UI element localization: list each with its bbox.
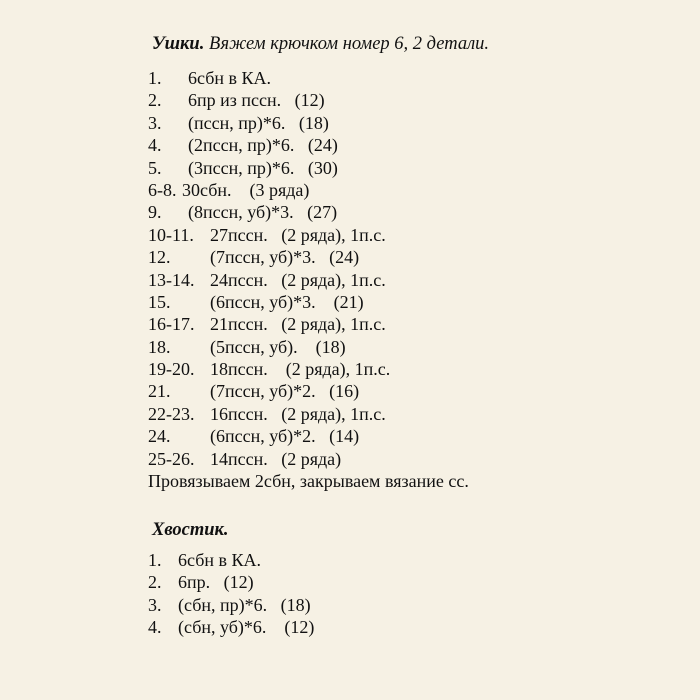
ears-row-text: (7пссн, уб)*2. (16)	[210, 381, 360, 402]
ears-row-number: 9.	[148, 202, 162, 223]
ears-row-text: (пссн, пр)*6. (18)	[188, 112, 329, 133]
ears-row-number: 13-14.	[148, 269, 195, 290]
ears-row-text: 21пссн. (2 ряда), 1п.с.	[210, 314, 386, 335]
tail-row-text: 6пр. (12)	[178, 572, 254, 593]
ears-closing-text: Провязываем 2сбн, закрываем вязание сс.	[148, 471, 469, 492]
ears-row-number: 6-8.	[148, 179, 177, 200]
ears-row-number: 25-26.	[148, 448, 195, 469]
ears-row-number: 1.	[148, 68, 162, 88]
ears-row-number: 18.	[148, 336, 171, 357]
ears-row-number: 4.	[148, 135, 162, 156]
ears-row-text: 30сбн. (3 ряда)	[182, 179, 310, 200]
tail-row-number: 1.	[148, 550, 162, 570]
ears-row-number: 22-23.	[148, 403, 195, 424]
ears-row-text: (6пссн, уб)*2. (14)	[210, 426, 360, 447]
tail-row-number: 2.	[148, 572, 162, 593]
tail-row-text: (сбн, пр)*6. (18)	[178, 594, 311, 615]
ears-row-text: (6пссн, уб)*3. (21)	[210, 291, 364, 312]
ears-row-text: 16пссн. (2 ряда), 1п.с.	[210, 403, 386, 424]
ears-row-text: 6сбн в КА.	[188, 68, 272, 88]
tail-row-number: 3.	[148, 594, 162, 615]
ears-row-text: 24пссн. (2 ряда), 1п.с.	[210, 269, 386, 290]
ears-row-number: 5.	[148, 157, 162, 178]
ears-row-text: 6пр из пссн. (12)	[188, 90, 325, 111]
tail-row-text: 6сбн в КА.	[178, 550, 262, 570]
ears-row-number: 15.	[148, 291, 171, 312]
ears-row-text: (8пссн, уб)*3. (27)	[188, 202, 338, 223]
ears-row-text: (7пссн, уб)*3. (24)	[210, 247, 360, 268]
ears-row-text: 18пссн. (2 ряда), 1п.с.	[210, 359, 391, 380]
ears-row-number: 2.	[148, 90, 162, 111]
ears-row-number: 16-17.	[148, 314, 195, 335]
ears-row-text: (2пссн, пр)*6. (24)	[188, 135, 338, 156]
tail-heading	[152, 520, 229, 541]
ears-row-text: 27пссн. (2 ряда), 1п.с.	[210, 224, 386, 245]
ears-row-number: 24.	[148, 426, 171, 447]
ears-row-number: 10-11.	[148, 224, 194, 245]
ears-row-text: (3пссн, пр)*6. (30)	[188, 157, 338, 178]
ears-subtitle: Вяжем крючком номер 6, 2 детали.	[208, 34, 490, 54]
ears-row-text: 14пссн. (2 ряда)	[210, 448, 342, 469]
ears-heading	[152, 34, 489, 55]
ears-row-number: 19-20.	[148, 359, 195, 380]
ears-title: Ушки.	[152, 34, 205, 54]
tail-row-number: 4.	[148, 617, 162, 638]
ears-row-text: (5пссн, уб). (18)	[210, 336, 346, 357]
ears-row-number: 21.	[148, 381, 171, 402]
ears-row-number: 12.	[148, 247, 171, 268]
ears-row-number: 3.	[148, 112, 162, 133]
tail-row-text: (сбн, уб)*6. (12)	[178, 617, 315, 638]
tail-title: Хвостик.	[152, 520, 229, 540]
